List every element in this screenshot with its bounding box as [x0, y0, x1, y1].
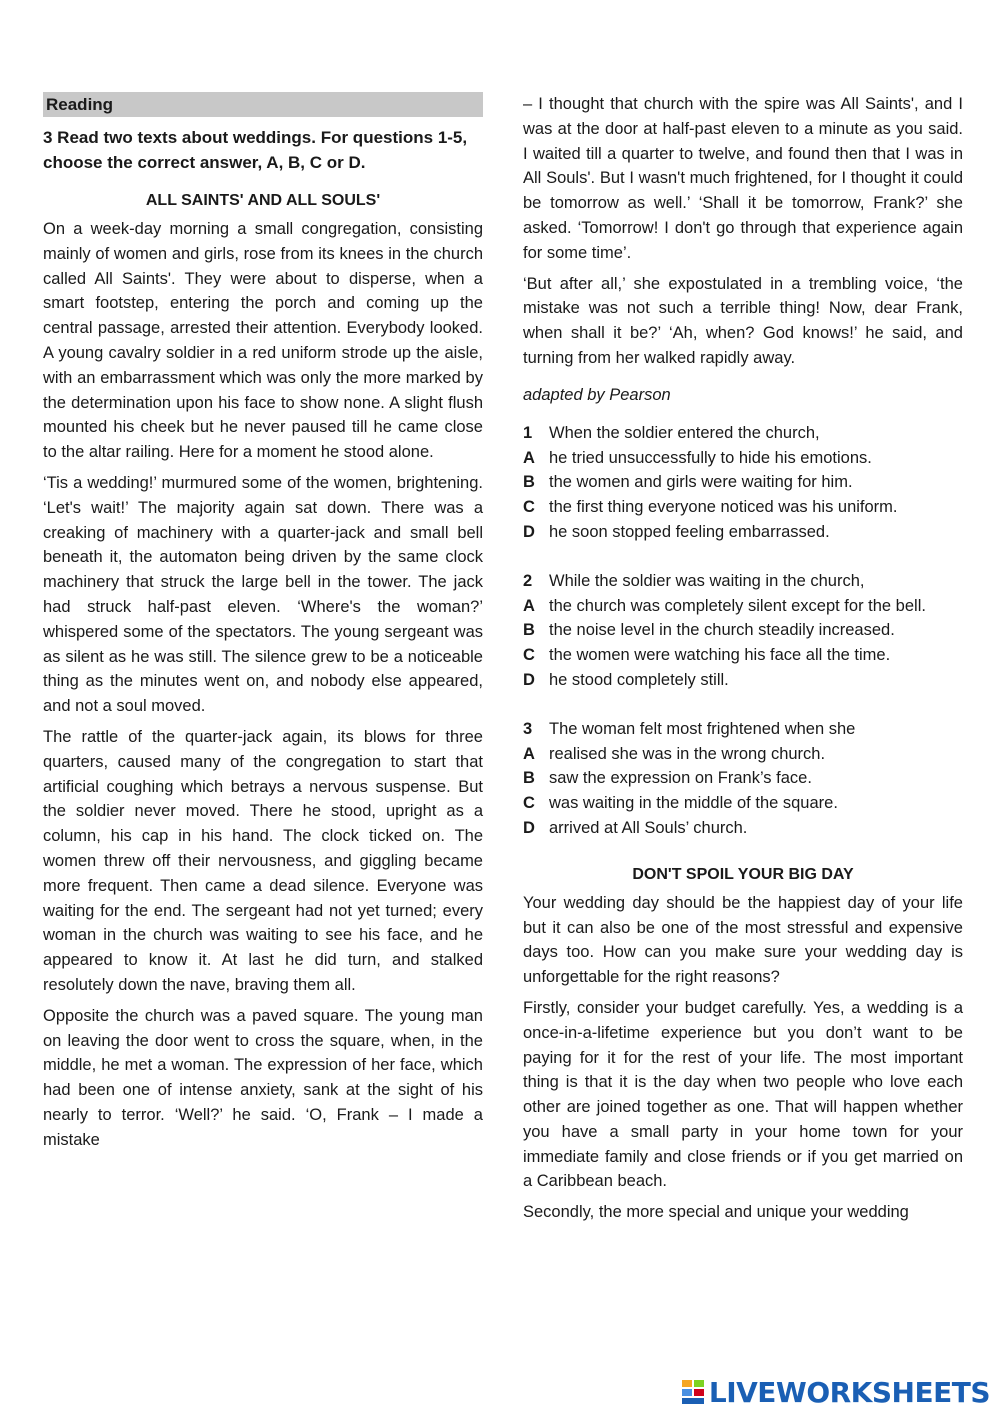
option-letter: B [523, 473, 535, 492]
option-text: was waiting in the middle of the square. [549, 794, 838, 813]
option-letter: C [523, 794, 535, 813]
option-text: the women were watching his face all the time. [549, 646, 891, 665]
answer-option[interactable] [523, 668, 963, 693]
question-stem [523, 569, 963, 594]
text1-paragraph: On a week-day morning a small congregation, consisting mainly of women and girls, rose from its knees in the church called All Saints'. They were about to disperse, when a smart footstep, entering the porch and coming up the central passage, arrested their attention. Everybody looked. A young cavalry soldier in a red uniform strode up the aisle, with an embarrassment which was only the more marked by the determination upon his face to show none. A slight flush mounted his cheek but he never paused till he came close to the altar railing. Here for a moment he stood alone. [43, 220, 483, 462]
question-3 [523, 717, 963, 841]
option-letter: A [523, 596, 535, 615]
option-letter: B [523, 769, 535, 788]
liveworksheets-logo [681, 1375, 990, 1409]
answer-option[interactable] [523, 742, 963, 767]
option-letter: D [523, 670, 535, 689]
text1-paragraph: The rattle of the quarter-jack again, its blows for three quarters, caused many of the congregation to start that artificial coughing which betrays a nervous suspense. But the soldier never moved. There he stood, upright as a column, his cap in his hand. The clock ticked on. The women threw off their nervousness, and giggling became more frequent. Then came a dead silence. Everyone was waiting for the end. The sergeant had not yet turned; every woman in the church was waiting to see his face, and he appeared to know it. At last he did turn, and stalked resolutely down the nave, braving them all. [43, 727, 483, 994]
option-letter: C [523, 646, 535, 665]
option-text: saw the expression on Frank’s face. [549, 769, 812, 788]
answer-option[interactable] [523, 766, 963, 791]
option-text: he stood completely still. [549, 670, 729, 689]
option-text: realised she was in the wrong church. [549, 744, 826, 763]
option-text: he tried unsuccessfully to hide his emotions. [549, 448, 872, 467]
right-column [523, 92, 963, 1231]
option-text: arrived at All Souls’ church. [549, 818, 748, 837]
option-letter: D [523, 522, 535, 541]
question-1 [523, 421, 963, 545]
option-text: the women and girls were waiting for him. [549, 473, 853, 492]
answer-option[interactable] [523, 643, 963, 668]
text2-paragraph: Secondly, the more special and unique your wedding [523, 1203, 909, 1222]
left-column [43, 92, 483, 1158]
option-text: the noise level in the church steadily increased. [549, 621, 895, 640]
text1-continuation: ‘But after all,’ she expostulated in a trembling voice, ‘the mistake was not such a terrible thing! Now, dear Frank, when shall it be?’ ‘Ah, when? God knows!’ he said, and turning from her walked rapidly away. [523, 274, 963, 367]
text2-paragraph: Firstly, consider your budget carefully. Yes, a wedding is a once-in-a-lifetime experience but you don’t want to be paying for it for the rest of your life. The most important thing is that it is the day when two people who love each other are joined together as one. That will happen whether you have a small party in your home town for your immediate family and close friends or if you get married on a Caribbean beach. [523, 998, 963, 1191]
question-stem [523, 717, 963, 742]
answer-option[interactable] [523, 594, 963, 619]
option-letter: C [523, 498, 535, 517]
option-letter: A [523, 448, 535, 467]
answer-option[interactable] [523, 618, 963, 643]
option-letter: D [523, 818, 535, 837]
answer-option[interactable] [523, 816, 963, 841]
question-number: 2 [523, 571, 533, 590]
question-stem [523, 421, 963, 446]
text1-credit: adapted by Pearson [523, 385, 671, 404]
text1-title: ALL SAINTS' AND ALL SOULS' [145, 192, 381, 209]
option-text: he soon stopped feeling embarrassed. [549, 522, 830, 541]
question-stem-text: When the soldier entered the church, [549, 423, 820, 442]
question-number: 1 [523, 423, 533, 442]
text1-paragraph: ‘Tis a wedding!’ murmured some of the women, brightening. ‘Let's wait!’ The majority again sat down. There was a creaking of machinery with a quarter-jack and small bell beneath it, the automaton being driven by the same clock machinery that struck the large bell in the tower. The jack had struck half-past eleven. ‘Where's the woman?’ whispered some of the spectators. The young sergeant was as silent as he was still. The silence grew to be a noticeable thing as the minutes went on, and nobody else appeared, and not a soul moved. [43, 473, 483, 716]
section-label: Reading [43, 92, 483, 117]
answer-option[interactable] [523, 791, 963, 816]
text2-paragraph: Your wedding day should be the happiest day of your life but it can also be one of the most stressful and expensive days too. How can you make sure your wedding day is unforgettable for the right reasons? [523, 893, 963, 987]
option-letter: B [523, 621, 535, 640]
text1-continuation: – I thought that church with the spire was All Saints', and I was at the door at half-past eleven to a minute as you said. I waited till a quarter to twelve, and found then that I was in All Souls'. But I wasn't much frightened, for I thought it could be tomorrow as well.’ ‘Shall it be tomorrow, Frank?’ she asked. ‘Tomorrow! I don't go through that experience again for some time’. [523, 95, 963, 262]
question-2 [523, 569, 963, 693]
watermark-text: LIVEWORKSHEETS [708, 1375, 990, 1409]
option-text: the church was completely silent except for the bell. [549, 596, 926, 615]
text1-paragraph: Opposite the church was a paved square. The young man on leaving the door went to cross the square, when, in the middle, he met a woman. The expression of her face, which had been one of intense anxiety, sank at the sight of his nearly to terror. ‘Well?’ he said. ‘O, Frank – I made a mistake [43, 1006, 483, 1149]
question-stem-text: While the soldier was waiting in the church, [549, 571, 865, 590]
answer-option[interactable] [523, 446, 963, 471]
text2-title: DON'T SPOIL YOUR BIG DAY [632, 865, 854, 883]
instructions: 3 Read two texts about weddings. For questions 1-5, choose the correct answer, A, B, C or D. [43, 128, 468, 172]
liveworksheets-logo-icon [681, 1378, 707, 1406]
option-text: the first thing everyone noticed was his uniform. [549, 498, 898, 517]
question-stem-text: The woman felt most frightened when she [549, 719, 856, 738]
question-number: 3 [523, 719, 533, 738]
answer-option[interactable] [523, 520, 963, 545]
option-letter: A [523, 744, 535, 763]
answer-option[interactable] [523, 470, 963, 495]
answer-option[interactable] [523, 495, 963, 520]
